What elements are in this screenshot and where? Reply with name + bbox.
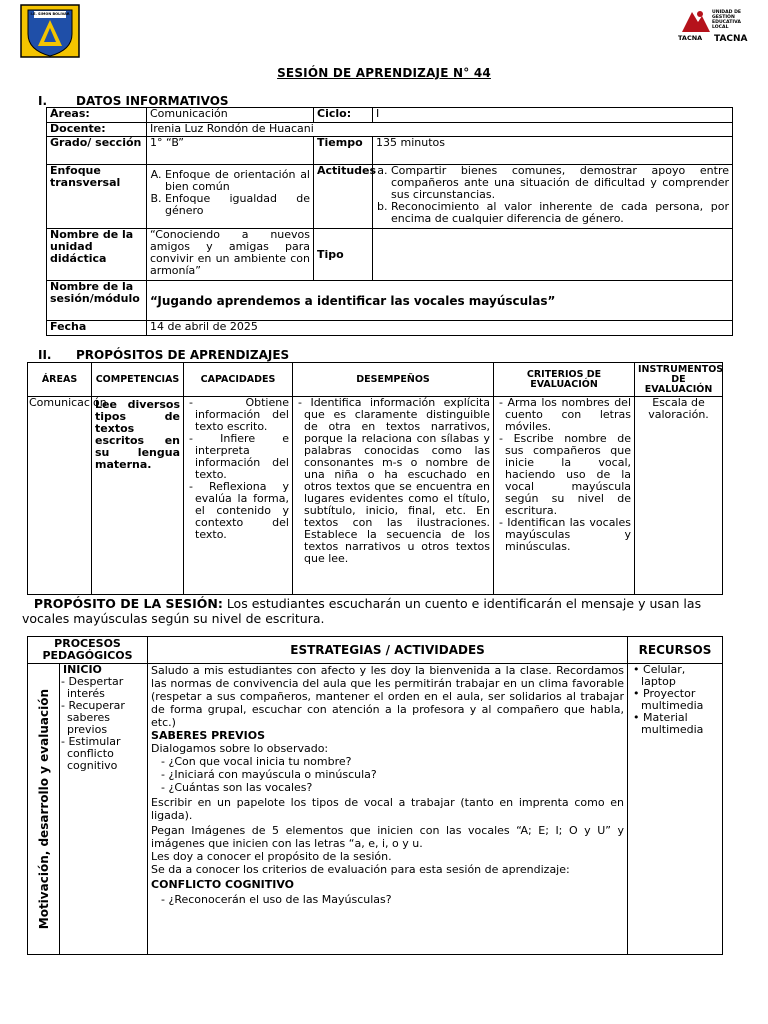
tiempo-label: Tiempo [314, 137, 373, 165]
header-recursos: RECURSOS [628, 637, 723, 664]
vertical-label: Motivación, desarrollo y evaluación [36, 688, 51, 930]
paragraph: Pegan Imágenes de 5 elementos que inicien con las vocales “A; E; I; O y U” y imágenes que inicien con las letras “a, e, i, o y u. [151, 824, 625, 850]
sesion-value: “Jugando aprendemos a identificar las vocales mayúsculas” [147, 281, 733, 321]
tipo-value [373, 229, 733, 281]
paragraph: Les doy a conocer el propósito de la sesión. [151, 850, 392, 863]
areas-label: Áreas: [47, 108, 147, 123]
actitud-item: b. Reconocimiento al valor inherente de cada persona, por encima de cualquier diferencia de género. [391, 201, 729, 225]
propositos-table [27, 362, 723, 595]
question-item: - ¿Reconocerán el uso de las Mayúsculas? [161, 893, 624, 906]
section-title: PROPÓSITOS DE APRENDIZAJES [76, 348, 290, 362]
header-areas: ÁREAS [28, 363, 92, 397]
competencia-cell: Lee diversos tipos de textos escritos en su lengua materna. [92, 397, 184, 595]
ciclo-label: Ciclo: [314, 108, 373, 123]
paragraph: Escribir en un papelote los tipos de vocal a trabajar (tanto en imprenta como en ligada). [151, 796, 625, 822]
inicio-item: - Despertar interés [67, 676, 144, 700]
tipo-label: Tipo [314, 229, 373, 281]
header-instrumentos: INSTRUMENTOS DE EVALUACIÓN [635, 363, 723, 397]
docente-value: Irenia Luz Rondón de Huacani [147, 123, 733, 137]
conflicto-heading: CONFLICTO COGNITIVO [151, 878, 295, 891]
ugel-small: TACNA [678, 34, 703, 42]
session-purpose [22, 596, 728, 626]
estrategias-cell [148, 664, 628, 955]
paragraph: Se da a conocer los criterios de evaluación para esta sesión de aprendizaje: [151, 863, 570, 876]
recurso-item: • Material multimedia [641, 712, 719, 736]
section-number: II. [38, 348, 52, 362]
actitudes-label: Actitudes [314, 165, 373, 229]
fecha-value: 14 de abril de 2025 [147, 321, 733, 336]
recurso-item: • Proyector multimedia [641, 688, 719, 712]
area-cell: Comunicación [28, 397, 92, 595]
school-logo-text: I.E. SIMON BOLIVAR [30, 12, 70, 16]
header-estrategias: ESTRATEGIAS / ACTIVIDADES [148, 637, 628, 664]
desempeno-cell [293, 397, 494, 595]
question-item: - ¿Iniciará con mayúscula o minúscula? [161, 768, 624, 781]
grado-label: Grado/ sección [47, 137, 147, 165]
header-desempenos: DESEMPEÑOS [293, 363, 494, 397]
section-title: DATOS INFORMATIVOS [76, 94, 229, 108]
instrumento-cell: Escala de valoración. [635, 397, 723, 595]
header-criterios: CRITERIOS DE EVALUACIÓN [494, 363, 635, 397]
header-competencias: COMPETENCIAS [92, 363, 184, 397]
inicio-item: - Recuperar saberes previos [67, 700, 144, 736]
desempeno-item: - Identifica información explícita que es claramente distinguible de otra en textos narrativos, porque la relaciona con sílabas y palabras conocidas como las consonantes m-s o nombre de una niña o ha escuchado en otros textos que se encuentra en lugares evidentes como el título, subtítulo, inicio, final, etc. En textos con las ilustraciones. Establece la secuencia de los textos narrativos u otros textos que lee. [304, 397, 490, 565]
header-procesos: PROCESOS PEDAGÓGICOS [28, 637, 148, 664]
criterio-item: - Identifican las vocales mayúsculas y minúsculas. [505, 517, 631, 553]
enfoque-item: B. Enfoque igualdad de género [165, 193, 310, 217]
actitudes-cell [373, 165, 733, 229]
capacidad-item: - Obtiene información del texto escrito. [195, 397, 289, 433]
vertical-label-cell [28, 664, 60, 955]
purpose-text: Los estudiantes escucharán un cuento e identificarán el mensaje y usan las vocales mayúsculas según su nivel de escritura. [22, 596, 702, 626]
section-heading-1 [38, 94, 229, 108]
ugel-name: TACNA [714, 34, 748, 44]
inicio-item: - Estimular conflicto cognitivo [67, 736, 144, 772]
question-item: - ¿Con que vocal inicia tu nombre? [161, 755, 624, 768]
criterio-item: - Escribe nombre de sus compañeros que inicie la vocal, haciendo uso de la vocal mayúscula según su nivel de escritura. [505, 433, 631, 517]
capacidad-item: - Reflexiona y evalúa la forma, el contenido y contexto del texto. [195, 481, 289, 541]
docente-label: Docente: [47, 123, 147, 137]
enfoque-item: A. Enfoque de orientación al bien común [165, 169, 310, 193]
inicio-label: INICIO [63, 663, 102, 676]
capacidad-item: - Infiere e interpreta información del texto. [195, 433, 289, 481]
question-item: - ¿Cuántas son las vocales? [161, 781, 624, 794]
criterios-cell [494, 397, 635, 595]
grado-value: 1° “B” [147, 137, 314, 165]
tiempo-value: 135 minutos [373, 137, 733, 165]
enfoques-cell [147, 165, 314, 229]
areas-value: Comunicación [147, 108, 314, 123]
sesion-label: Nombre de la sesión/módulo [47, 281, 147, 321]
unidad-label: Nombre de la unidad didáctica [47, 229, 147, 281]
recursos-cell [628, 664, 723, 955]
page-title: SESIÓN DE APRENDIZAJE N° 44 [277, 66, 491, 80]
section-heading-2 [38, 348, 289, 362]
saberes-heading: SABERES PREVIOS [151, 729, 266, 742]
ugel-tacna-logo-icon [676, 8, 760, 48]
criterio-item: - Arma los nombres del cuento con letras móviles. [505, 397, 631, 433]
section-number: I. [38, 94, 48, 108]
unidad-value: “Conociendo a nuevos amigos y amigas para convivir en un ambiente con armonía” [147, 229, 314, 281]
fecha-label: Fecha [47, 321, 147, 336]
purpose-label: PROPÓSITO DE LA SESIÓN: [33, 596, 223, 611]
ugel-line1: UNIDAD DE GESTIÓN EDUCATIVA LOCAL [712, 10, 742, 30]
header-capacidades: CAPACIDADES [184, 363, 293, 397]
actitud-item: a. Compartir bienes comunes, demostrar apoyo entre compañeros ante una situación de dificultad y comprender sus circunstancias. [391, 165, 729, 201]
paragraph: Saludo a mis estudiantes con afecto y les doy la bienvenida a la clase. Recordamos las normas de convivencia del aula que les permitirán trabajar en un clima favorable (respetar a sus compañeros, mantener el orden en el aula, ser solidarios al trabajar de forma grupal, escuchar con atención a la profesora y al compañero que habla, etc.) [151, 664, 625, 729]
ciclo-value: I [373, 108, 733, 123]
datos-informativos-table [46, 107, 733, 336]
paragraph: Dialogamos sobre lo observado: [151, 742, 329, 755]
recurso-item: • Celular, laptop [641, 664, 719, 688]
procesos-table [27, 636, 723, 955]
enfoque-label: Enfoque transversal [47, 165, 147, 229]
capacidades-cell [184, 397, 293, 595]
inicio-cell [60, 664, 148, 955]
